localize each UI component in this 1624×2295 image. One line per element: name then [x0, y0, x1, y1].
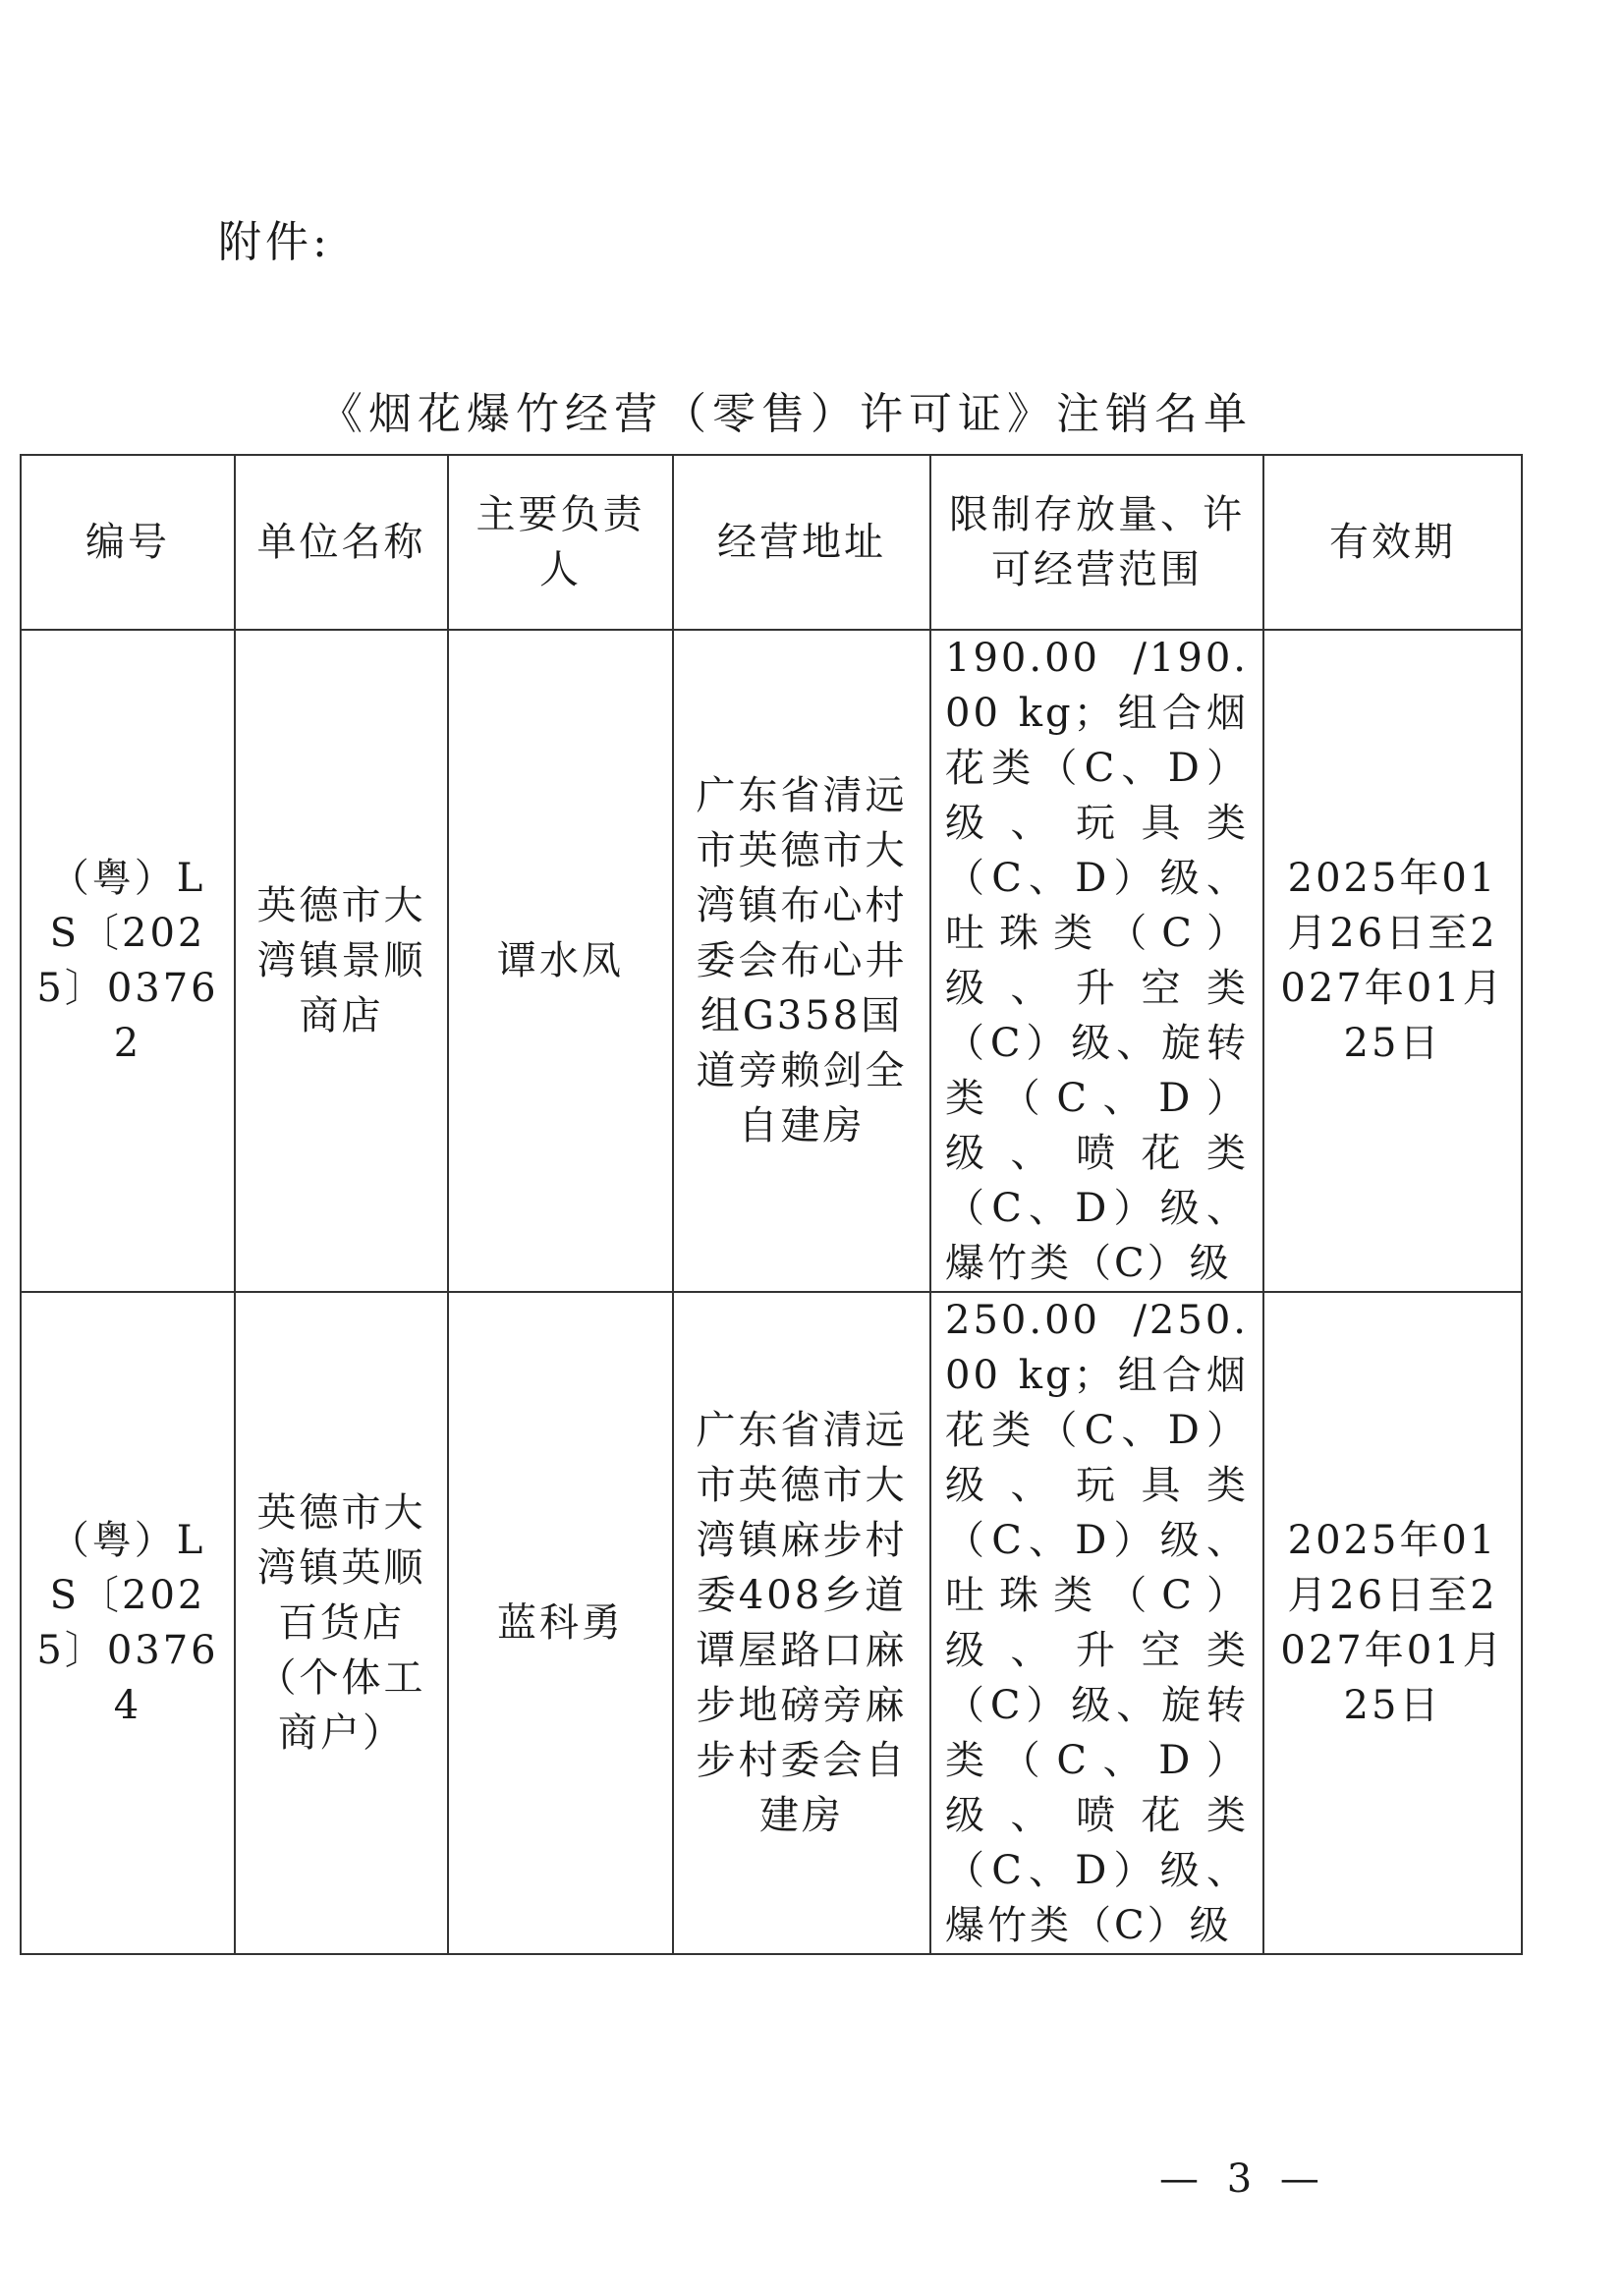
revocation-table [20, 454, 1523, 1955]
cell-id-text: （粤）LS〔2025〕03762 [36, 856, 219, 1066]
cell-scope-text: 190.00 /190.00 kg；组合烟花类（C、D）级、玩具类（C、D）级、吐珠类（C）级、升空类（C）级、旋转类（C、D）级、喷花类（C、D）级、爆竹类（C）级 [945, 636, 1249, 1286]
cell-unit-name [235, 1292, 448, 1954]
header-scope: 限制存放量、许可经营范围 [930, 455, 1263, 630]
cell-validity-text: 2025年01月26日至2027年01月25日 [1280, 1518, 1505, 1728]
cell-unit-name-text: 英德市大湾镇景顺商店 [256, 883, 426, 1038]
cell-person-text: 蓝科勇 [497, 1600, 624, 1646]
cell-unit-name [235, 630, 448, 1292]
header-unit-name: 单位名称 [235, 455, 448, 630]
header-validity: 有效期 [1263, 455, 1522, 630]
cell-scope [930, 1292, 1263, 1954]
cell-validity-text: 2025年01月26日至2027年01月25日 [1280, 856, 1505, 1066]
cell-scope-text: 250.00 /250.00 kg；组合烟花类（C、D）级、玩具类（C、D）级、吐珠类（C）级、升空类（C）级、旋转类（C、D）级、喷花类（C、D）级、爆竹类（C）级 [945, 1298, 1249, 1948]
table-row [21, 630, 1522, 1292]
cell-person [448, 630, 673, 1292]
cell-id [21, 630, 235, 1292]
document-title: 《烟花爆竹经营（零售）许可证》注销名单 [319, 389, 1253, 439]
cell-id [21, 1292, 235, 1954]
table-row [21, 1292, 1522, 1954]
header-id: 编号 [21, 455, 235, 630]
attachment-label: 附件: [218, 217, 331, 267]
cell-address [673, 1292, 930, 1954]
cell-validity [1263, 630, 1522, 1292]
header-address: 经营地址 [673, 455, 930, 630]
cell-unit-name-text: 英德市大湾镇英顺百货店（个体工商户） [256, 1490, 426, 1756]
cell-person-text: 谭水凤 [497, 938, 624, 983]
page-number: — 3 — [1159, 2156, 1327, 2202]
cell-address-text: 广东省清远市英德市大湾镇麻步村委408乡道谭屋路口麻步地磅旁麻步村委会自建房 [696, 1408, 908, 1838]
cell-scope [930, 630, 1263, 1292]
cell-address-text: 广东省清远市英德市大湾镇布心村委会布心井组G358国道旁赖剑全自建房 [696, 773, 908, 1148]
cell-person [448, 1292, 673, 1954]
cell-validity [1263, 1292, 1522, 1954]
cell-address [673, 630, 930, 1292]
table-header-row [21, 455, 1522, 630]
cell-id-text: （粤）LS〔2025〕03764 [36, 1518, 219, 1728]
header-person: 主要负责人 [448, 455, 673, 630]
